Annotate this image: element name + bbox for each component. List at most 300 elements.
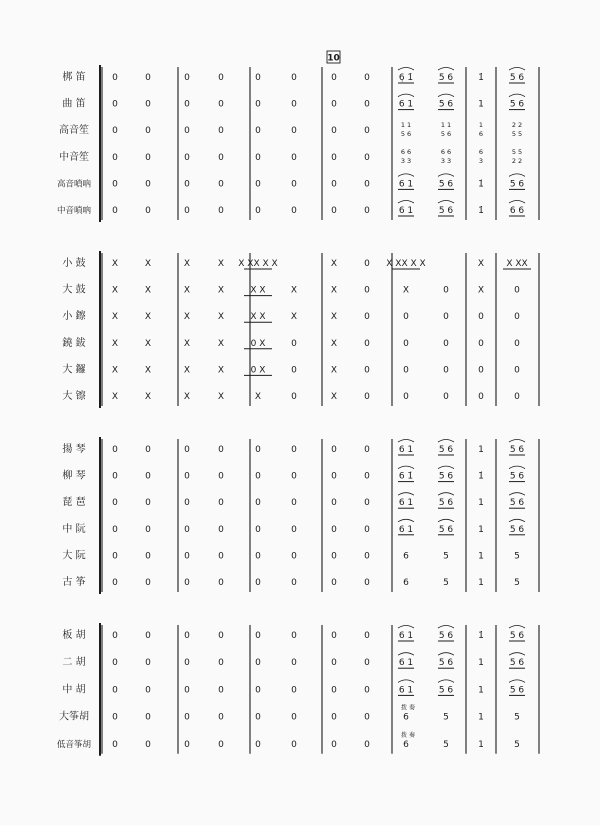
note: 6 1	[398, 631, 414, 641]
instrument-label: 二 胡	[62, 657, 86, 669]
note: 0	[331, 712, 337, 723]
slur	[398, 466, 414, 469]
note: 0	[112, 126, 118, 137]
note: 0 X	[250, 365, 266, 376]
note: X	[217, 338, 225, 349]
instrument-label: 中音笙	[59, 151, 89, 163]
note: 0	[291, 578, 297, 588]
slur	[509, 493, 525, 496]
note: 0	[331, 471, 337, 482]
note: 6	[403, 551, 409, 562]
note: 0	[364, 739, 370, 750]
note: 0	[331, 179, 337, 190]
note: 0	[145, 551, 151, 562]
note: 0	[291, 471, 297, 482]
note: 0	[364, 498, 370, 509]
note: 5 6	[438, 99, 454, 110]
slur	[509, 440, 525, 443]
slur	[509, 653, 525, 656]
note: 0	[291, 631, 297, 641]
note: 1̇	[478, 471, 484, 482]
slur	[438, 626, 454, 629]
note: 5	[514, 712, 520, 723]
instrument-label: 高音嗩吶	[56, 179, 92, 190]
note: X	[111, 392, 119, 402]
note: 6 1	[398, 524, 414, 535]
note: 0	[364, 658, 370, 669]
note: 0	[331, 739, 337, 750]
note: 1	[478, 445, 484, 455]
note: 0	[291, 152, 297, 163]
slur	[438, 519, 454, 522]
note: X	[144, 338, 152, 349]
note: 0	[403, 312, 409, 323]
note: 0	[184, 206, 190, 216]
note: 0	[478, 365, 484, 376]
note: 0	[255, 498, 261, 509]
note: X	[183, 312, 191, 323]
note: 5	[514, 578, 520, 588]
note: X	[477, 259, 485, 269]
note-chord-lower: 3	[478, 156, 484, 165]
note: 0	[184, 179, 190, 190]
note: X XX X X	[386, 259, 426, 269]
note: 5	[443, 712, 449, 723]
slur	[509, 626, 525, 629]
note: 0	[112, 206, 118, 216]
note: 0	[255, 658, 261, 669]
note: 0	[443, 285, 449, 296]
slur	[398, 626, 414, 629]
slur	[398, 201, 414, 204]
instrument-label: 小 鼓	[62, 258, 86, 269]
note: 5 6	[509, 498, 525, 509]
note: 0	[218, 578, 224, 588]
note: 1	[478, 658, 484, 669]
note: 0	[364, 259, 370, 269]
note: X	[217, 312, 225, 323]
note: 0	[145, 99, 151, 110]
note: 0	[331, 126, 337, 137]
note: X	[144, 259, 152, 269]
note: 0	[184, 524, 190, 535]
note: 0	[145, 631, 151, 641]
instrument-label: 梆 笛	[62, 72, 86, 83]
note: 6	[403, 578, 409, 588]
note: 0	[184, 712, 190, 723]
note: 5 6	[509, 524, 525, 535]
note: 0	[112, 73, 118, 83]
note: 0	[331, 73, 337, 83]
playing-technique: 拨 奏	[401, 731, 415, 739]
note: X	[217, 285, 225, 296]
instrument-label: 中 阮	[62, 523, 86, 535]
note: 0	[218, 152, 224, 163]
note: 1	[478, 578, 484, 588]
note: 0	[364, 73, 370, 83]
slur	[438, 174, 454, 177]
note-chord-lower: 5 6	[440, 130, 452, 139]
slur	[398, 174, 414, 177]
note: 0	[514, 338, 520, 349]
note: 0	[255, 685, 261, 696]
note: 0	[403, 365, 409, 376]
note: X	[290, 285, 298, 296]
note: 1	[478, 712, 484, 723]
note: 0	[255, 206, 261, 216]
note: 6̣ 1̇	[398, 73, 414, 83]
note: 0	[184, 631, 190, 641]
note: 0	[291, 73, 297, 83]
slur	[398, 440, 414, 443]
note: X	[144, 312, 152, 323]
note: 0	[218, 498, 224, 509]
note: 1	[478, 551, 484, 562]
slur	[438, 201, 454, 204]
note: 5 6	[509, 179, 525, 190]
note: 5	[443, 551, 449, 562]
note: 6 1	[398, 206, 414, 216]
note: X	[330, 338, 338, 349]
note: 6 1	[398, 685, 414, 696]
note: X	[217, 259, 225, 269]
note: 0	[364, 179, 370, 190]
note-chord-upper: 2 2	[511, 121, 523, 130]
note-chord-upper: 1 1	[440, 121, 452, 130]
note: 1̇	[478, 631, 484, 641]
note: X	[111, 259, 119, 269]
note: 6 1	[398, 498, 414, 509]
note: 0	[112, 152, 118, 163]
note: 5 6	[509, 631, 525, 641]
note: 0	[364, 99, 370, 110]
note: 0	[291, 685, 297, 696]
note: 0	[184, 99, 190, 110]
note: 0	[514, 285, 520, 296]
note: 0	[364, 445, 370, 455]
note: X	[290, 312, 298, 323]
slur	[438, 680, 454, 683]
note: X X	[250, 312, 266, 323]
note: 0	[112, 179, 118, 190]
slur	[438, 466, 454, 469]
instrument-label: 鐃 鈸	[62, 337, 86, 349]
slur	[509, 519, 525, 522]
note: 0	[218, 739, 224, 750]
note: 6 6	[509, 206, 525, 216]
note: 0	[184, 578, 190, 588]
note: 0	[331, 152, 337, 163]
note: 0	[291, 99, 297, 110]
note: 0	[291, 392, 297, 402]
note: 0	[112, 631, 118, 641]
note: 6 1̇	[398, 471, 414, 482]
slur	[509, 68, 525, 71]
note: 0	[218, 206, 224, 216]
note: 0	[291, 338, 297, 349]
note: 0	[145, 712, 151, 723]
slur	[438, 440, 454, 443]
note: X	[183, 365, 191, 376]
note: 5 6	[509, 685, 525, 696]
slur	[398, 680, 414, 683]
playing-technique: 拨 奏	[401, 704, 415, 712]
note: 0	[331, 658, 337, 669]
slur	[438, 68, 454, 71]
note: X	[217, 365, 225, 376]
note-chord-upper: 1	[478, 121, 484, 130]
note: X	[183, 392, 191, 402]
note: X	[330, 365, 338, 376]
note: 5 6	[509, 73, 525, 83]
note: 0	[255, 739, 261, 750]
note: 0	[218, 99, 224, 110]
note: 0	[218, 712, 224, 723]
note: 0	[218, 631, 224, 641]
note-chord-upper: 6 6	[440, 147, 452, 156]
note: 0	[364, 685, 370, 696]
note: X	[183, 285, 191, 296]
note: 0	[184, 126, 190, 137]
note: 0	[145, 445, 151, 455]
slur	[398, 493, 414, 496]
note: 0	[184, 152, 190, 163]
note: 0	[218, 126, 224, 137]
note-chord-lower: 2 2	[511, 156, 523, 165]
note: X	[477, 285, 485, 296]
instrument-label: 大 阮	[62, 550, 86, 562]
note: 0	[112, 551, 118, 562]
note: X	[111, 285, 119, 296]
note: 0	[331, 206, 337, 216]
instrument-label: 高音笙	[59, 125, 89, 137]
note: 0	[291, 365, 297, 376]
instrument-label: 大 鼓	[62, 284, 86, 296]
note: 0	[145, 471, 151, 482]
note: 0	[443, 392, 449, 402]
instrument-label: 大筝胡	[59, 711, 89, 723]
note: 0	[403, 338, 409, 349]
note: X	[330, 312, 338, 323]
note: 0	[255, 152, 261, 163]
note: 1	[478, 524, 484, 535]
note-chord-upper: 1 1	[400, 121, 412, 130]
note: 0	[478, 312, 484, 323]
note: 0	[112, 471, 118, 482]
note: 0	[291, 179, 297, 190]
slur	[509, 680, 525, 683]
note: 5 6	[509, 471, 525, 482]
note: 0	[255, 524, 261, 535]
note: 0	[112, 99, 118, 110]
note: 0	[218, 685, 224, 696]
note: X	[330, 392, 338, 402]
note: 0	[478, 392, 484, 402]
note: 5 6	[438, 445, 454, 455]
note: 0	[218, 524, 224, 535]
instrument-label: 板 胡	[62, 630, 86, 641]
instrument-label: 中音嗩吶	[56, 206, 92, 216]
note: X	[144, 285, 152, 296]
note: 0	[291, 712, 297, 723]
note: 1	[478, 99, 484, 110]
note: 0	[112, 685, 118, 696]
note: 0	[443, 312, 449, 323]
slur	[509, 201, 525, 204]
note: 5 6	[438, 631, 454, 641]
note: 0	[364, 551, 370, 562]
note: 0	[443, 365, 449, 376]
note: 0	[364, 392, 370, 402]
note: 0	[255, 99, 261, 110]
note: 0	[291, 739, 297, 750]
note: X	[217, 392, 225, 402]
note: 0	[184, 685, 190, 696]
note: 0	[184, 551, 190, 562]
slur	[438, 493, 454, 496]
note: 0	[443, 338, 449, 349]
note: 0	[145, 578, 151, 588]
note: 0	[364, 312, 370, 323]
note: 0	[364, 206, 370, 216]
note: 0	[184, 658, 190, 669]
note: 5 6	[509, 445, 525, 455]
note: X	[111, 312, 119, 323]
note: 0	[145, 206, 151, 216]
slur	[398, 519, 414, 522]
note: X X	[250, 285, 266, 296]
note: 0	[112, 739, 118, 750]
note: 5	[514, 551, 520, 562]
note: 0	[112, 524, 118, 535]
note: 0	[364, 152, 370, 163]
note: 0	[291, 551, 297, 562]
note: 0	[218, 73, 224, 83]
note: X	[111, 365, 119, 376]
instrument-label: 中 胡	[62, 684, 86, 696]
note: 0	[364, 631, 370, 641]
note: X	[111, 338, 119, 349]
note: 0	[255, 126, 261, 137]
note: 6 1	[398, 658, 414, 669]
note: 1	[478, 739, 484, 750]
note: 1̇	[478, 179, 484, 190]
note: 0	[291, 206, 297, 216]
note: 0	[331, 685, 337, 696]
note: 0	[364, 471, 370, 482]
note: 0	[184, 73, 190, 83]
note: 0	[184, 498, 190, 509]
note-chord-lower: 3 3	[400, 156, 412, 165]
note-chord-lower: 5 6	[400, 130, 412, 139]
note: 5	[514, 739, 520, 750]
note: 0	[331, 99, 337, 110]
note: 0	[255, 445, 261, 455]
note: 0	[291, 524, 297, 535]
note: 5 6	[438, 524, 454, 535]
note: 0	[364, 712, 370, 723]
note: X	[144, 392, 152, 402]
note: 6 1	[398, 445, 414, 455]
note: 5 6	[438, 658, 454, 669]
note: 0	[255, 471, 261, 482]
note: 0	[364, 524, 370, 535]
note: 0	[255, 578, 261, 588]
note: 0	[331, 551, 337, 562]
note: 0	[514, 365, 520, 376]
note: 5 6	[438, 471, 454, 482]
note-chord-lower: 6	[478, 130, 484, 139]
note: 0	[364, 285, 370, 296]
instrument-label: 曲 笛	[62, 98, 86, 110]
note: 1̇	[478, 73, 484, 83]
note: 1	[478, 498, 484, 509]
note: 0	[218, 445, 224, 455]
note: 1̇	[478, 206, 484, 216]
score-text	[57, 54, 528, 750]
slur	[509, 466, 525, 469]
slur	[398, 94, 414, 97]
note: 6	[403, 739, 409, 750]
note: 0	[184, 445, 190, 455]
note: 0	[331, 498, 337, 509]
note: X	[183, 259, 191, 269]
note: X	[402, 285, 410, 296]
note: 0	[145, 73, 151, 83]
note: 0 X	[250, 338, 266, 349]
note: X	[254, 392, 262, 402]
note: 0	[478, 338, 484, 349]
note: 0	[514, 312, 520, 323]
note: 6 1	[398, 179, 414, 190]
note: 0	[145, 126, 151, 137]
note: 0	[255, 551, 261, 562]
instrument-label: 小 鑔	[62, 311, 86, 323]
note: 0	[291, 445, 297, 455]
note: 0	[255, 631, 261, 641]
note-chord-upper: 6	[478, 147, 484, 156]
note: 0	[145, 498, 151, 509]
note: 5 6	[438, 685, 454, 696]
note: 1	[478, 685, 484, 696]
note: 5 6	[509, 99, 525, 110]
note: 0	[112, 498, 118, 509]
note: 5 6	[438, 73, 454, 83]
note: 0	[184, 739, 190, 750]
slur	[509, 174, 525, 177]
note: 0	[145, 658, 151, 669]
instrument-label: 柳 琴	[62, 470, 86, 482]
note: 0	[218, 179, 224, 190]
note: 0	[364, 365, 370, 376]
staff-lines	[100, 51, 539, 756]
note: 0	[218, 551, 224, 562]
instrument-label: 大 镲	[62, 391, 86, 402]
note: 0	[145, 179, 151, 190]
rehearsal-mark: 10	[327, 53, 340, 64]
slur	[398, 653, 414, 656]
slur	[438, 653, 454, 656]
note: 0	[331, 445, 337, 455]
note: 6	[403, 712, 409, 723]
note: 0	[145, 152, 151, 163]
instrument-label: 琵 琶	[62, 497, 86, 509]
note: 0	[218, 658, 224, 669]
instrument-label: 揚 琴	[62, 444, 86, 455]
note: 0	[403, 392, 409, 402]
slur	[509, 94, 525, 97]
note: 5 6	[438, 498, 454, 509]
